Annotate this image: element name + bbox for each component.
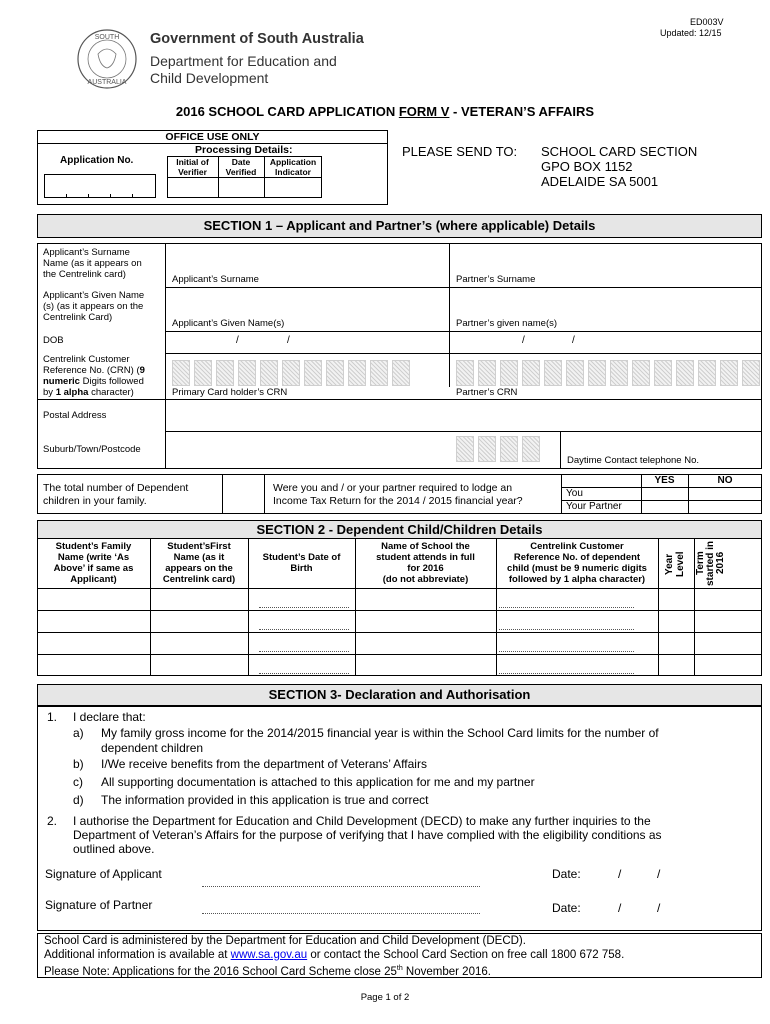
- partner-yes-checkbox[interactable]: [642, 501, 687, 513]
- you-row-label: You: [566, 488, 583, 499]
- item-d-marker: d): [73, 793, 84, 807]
- government-name: Government of South Australia: [150, 31, 364, 47]
- signature-partner-line[interactable]: [202, 913, 480, 914]
- item-b-text: I/We receive benefits from the department of Veterans’ Affairs: [101, 757, 427, 771]
- partner-date-slash1: /: [618, 901, 622, 915]
- family-name-header: Student’s Family Name (write ‘As Above’ if same as Applicant): [53, 541, 134, 585]
- footer-info: School Card is administered by the Department for Education and Child Development (DECD). Additional information is available at www.sa.gov.au or contact the School Card Section on free call 1800 672 758. Please Note: Applications for the 2016 School Card Scheme close 25th November 2016.: [44, 935, 625, 978]
- phone-field[interactable]: Daytime Contact telephone No.: [567, 455, 700, 466]
- primary-crn-label: Primary Card holder’s CRN: [172, 387, 288, 398]
- item-d-text: The information provided in this application is true and correct: [101, 793, 429, 807]
- year-level-header: Year Level: [664, 551, 686, 577]
- sa-gov-link[interactable]: www.sa.gov.au: [230, 948, 308, 961]
- date-verified-header: Date Verified: [225, 157, 257, 177]
- no-header: NO: [717, 475, 733, 486]
- your-partner-row-label: Your Partner: [566, 501, 622, 512]
- postal-address-label: Postal Address: [43, 410, 107, 421]
- partner-crn-label: Partner’s CRN: [456, 387, 518, 398]
- section1-heading: SECTION 1 – Applicant and Partner’s (where applicable) Details: [203, 218, 596, 233]
- svg-text:SOUTH: SOUTH: [94, 34, 120, 41]
- item-a-text: My family gross income for the 2014/2015 financial year is within the School Card limits for the number of dependent children: [101, 726, 659, 755]
- send-to-address: SCHOOL CARD SECTION GPO BOX 1152 ADELAIDE SA 5001: [541, 144, 698, 189]
- application-indicator-header: Application Indicator: [269, 157, 317, 177]
- child-rows[interactable]: [37, 588, 762, 676]
- postal-address-field[interactable]: [165, 400, 762, 430]
- signature-applicant-line[interactable]: [202, 886, 480, 887]
- section1-table: [37, 243, 762, 469]
- partner-date-label: Date:: [552, 901, 581, 915]
- updated-date: Updated: 12/15: [660, 28, 722, 38]
- initial-verifier-header: Initial of Verifier: [176, 157, 209, 177]
- dependents-label: The total number of Dependent children in your family.: [43, 482, 189, 507]
- partner-dob-slash2: /: [572, 335, 575, 346]
- item-b-marker: b): [73, 757, 84, 771]
- partner-no-checkbox[interactable]: [689, 501, 761, 513]
- partner-given-name-field[interactable]: Partner’s given name(s): [456, 318, 558, 329]
- dependents-count-field[interactable]: [223, 475, 263, 513]
- department-line1: Department for Education and: [150, 53, 337, 69]
- application-no-label: Application No.: [60, 155, 134, 166]
- item-a-marker: a): [73, 726, 84, 740]
- applicant-date-label: Date:: [552, 867, 581, 881]
- item-c-marker: c): [73, 775, 83, 789]
- you-yes-checkbox[interactable]: [642, 488, 687, 500]
- you-no-checkbox[interactable]: [689, 488, 761, 500]
- processing-details-label: Processing Details:: [195, 144, 293, 156]
- term-started-header: Term started in 2016: [695, 540, 726, 586]
- child-crn-header: Centrelink Customer Reference No. of dependent child (must be 9 numeric digits followed by 1 alpha character): [507, 541, 647, 585]
- authorise-number: 2.: [47, 814, 58, 828]
- item-c-text: All supporting documentation is attached to this application for me and my partner: [101, 775, 535, 789]
- surname-row-label: Applicant’s Surname Name (as it appears on the Centrelink card): [43, 247, 142, 280]
- form-title: 2016 SCHOOL CARD APPLICATION FORM V - VETERAN’S AFFAIRS: [175, 104, 595, 119]
- tax-return-question: Were you and / or your partner required to lodge an Income Tax Return for the 2014 / 2015 financial year?: [273, 482, 523, 507]
- section3-heading: SECTION 3- Declaration and Authorisation: [268, 687, 531, 702]
- svg-text:AUSTRALIA: AUSTRALIA: [87, 79, 127, 86]
- declare-number: 1.: [47, 710, 58, 724]
- dob-label: DOB: [43, 335, 64, 346]
- first-name-header: Student’sFirst Name (as it appears on the Centrelink card): [162, 541, 236, 585]
- applicant-given-name-field[interactable]: Applicant’s Given Name(s): [172, 318, 285, 329]
- office-use-heading: OFFICE USE ONLY: [165, 131, 260, 143]
- yes-header: YES: [654, 475, 675, 486]
- given-name-row-label: Applicant’s Given Name (s) (as it appears on the Centrelink Card): [43, 290, 145, 323]
- signature-applicant-label: Signature of Applicant: [45, 867, 162, 881]
- school-name-header: Name of School the student attends in full for 2016 (do not abbreviate): [376, 541, 475, 585]
- government-seal-icon: [76, 28, 138, 90]
- dob-header: Student’s Date of Birth: [262, 552, 341, 574]
- applicant-dob-slash2: /: [287, 335, 290, 346]
- partner-surname-field[interactable]: Partner’s Surname: [456, 274, 536, 285]
- applicant-date-slash1: /: [618, 867, 622, 881]
- applicant-date-slash2: /: [657, 867, 661, 881]
- suburb-label: Suburb/Town/Postcode: [43, 444, 141, 455]
- applicant-dob-slash1: /: [236, 335, 239, 346]
- send-to-label: PLEASE SEND TO:: [402, 144, 518, 159]
- signature-partner-label: Signature of Partner: [45, 898, 153, 912]
- department-line2: Child Development: [150, 70, 269, 86]
- partner-dob-slash1: /: [522, 335, 525, 346]
- section2-heading: SECTION 2 - Dependent Child/Children Details: [256, 522, 543, 537]
- authorise-text: I authorise the Department for Education and Child Development (DECD) to make any further inquiries to the Department of Veteran’s Affairs for the purpose of verifying that I have complied with the eligibility conditions as outlined above.: [73, 814, 662, 856]
- applicant-surname-field[interactable]: Applicant’s Surname: [172, 274, 259, 285]
- declare-intro: I declare that:: [73, 710, 146, 724]
- crn-row-label: Centrelink Customer Reference No. (CRN) (9 numeric Digits followed by 1 alpha character): [43, 354, 145, 398]
- partner-date-slash2: /: [657, 901, 661, 915]
- form-code: ED003V: [690, 17, 724, 27]
- page-number: Page 1 of 2: [360, 992, 410, 1003]
